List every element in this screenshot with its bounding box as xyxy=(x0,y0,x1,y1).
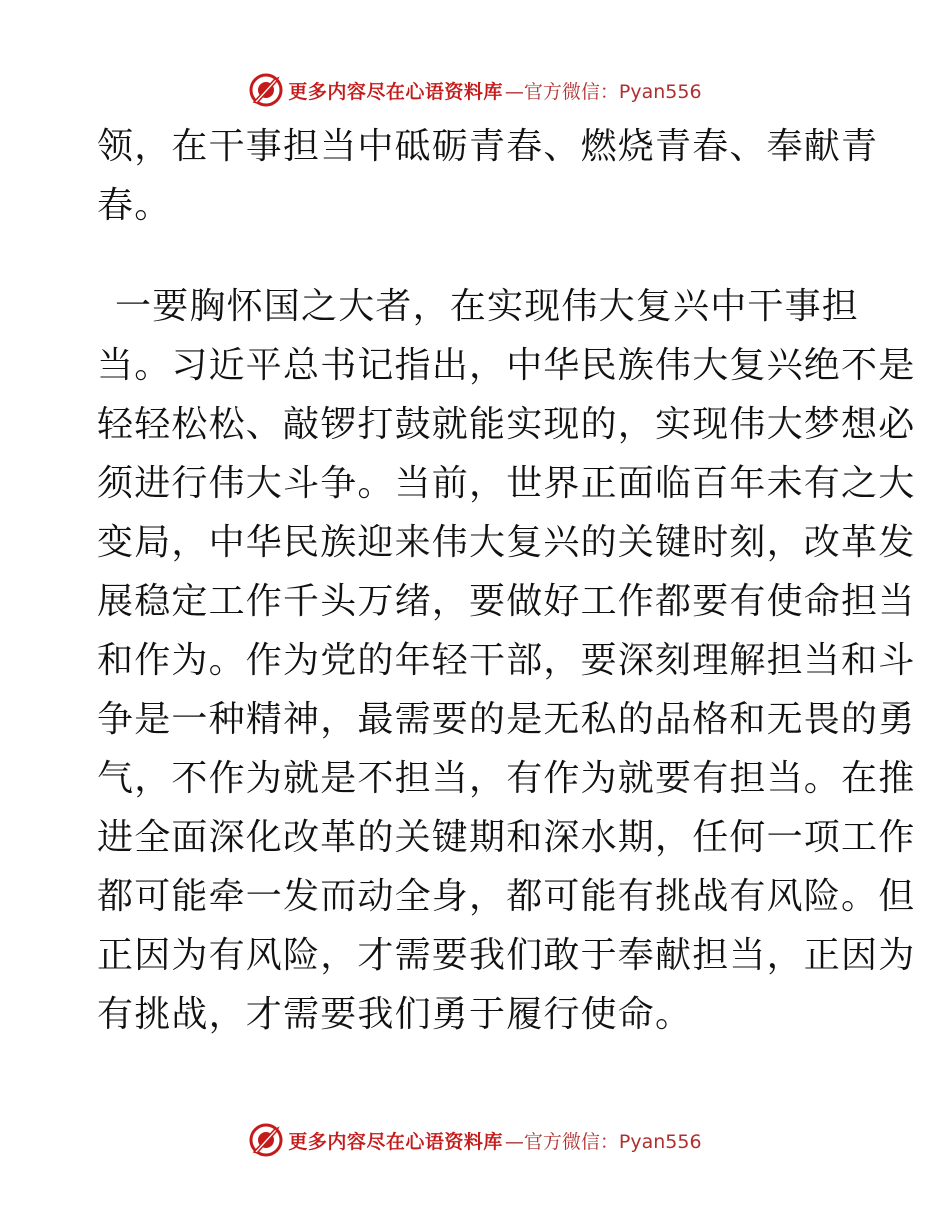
watermark-site-text: 更多内容尽在心语资料库 xyxy=(288,80,503,103)
text-line: 领，在干事担当中砥砺青春、燃烧青春、奉献青 xyxy=(97,126,879,167)
watermark-contact-text: —官方微信：Pyan556 xyxy=(504,1130,702,1153)
text-line: 展稳定工作千头万绪，要做好工作都要有使命担当 xyxy=(97,581,916,622)
text-line: 一要胸怀国之大者，在实现伟大复兴中干事担 xyxy=(115,286,860,327)
text-line: 有挑战，才需要我们勇于履行使命。 xyxy=(97,994,693,1035)
document-body xyxy=(97,117,916,1044)
text-line: 和作为。作为党的年轻干部，要深刻理解担当和斗 xyxy=(97,640,916,681)
text-line: 春。 xyxy=(97,185,172,226)
text-line: 须进行伟大斗争。当前，世界正面临百年未有之大 xyxy=(97,463,916,504)
footer-watermark xyxy=(0,1120,950,1160)
text-line: 变局，中华民族迎来伟大复兴的关键时刻，改革发 xyxy=(97,522,916,563)
paragraph-2 xyxy=(97,277,916,1044)
quill-logo-icon xyxy=(248,1122,284,1158)
text-line: 都可能牵一发而动全身，都可能有挑战有风险。但 xyxy=(97,876,916,917)
paragraph-1 xyxy=(97,117,879,235)
watermark-site-text: 更多内容尽在心语资料库 xyxy=(288,1130,503,1153)
quill-logo-icon xyxy=(248,72,284,108)
header-watermark xyxy=(0,70,950,110)
text-line: 争是一种精神，最需要的是无私的品格和无畏的勇 xyxy=(97,699,916,740)
text-line: 进全面深化改革的关键期和深水期，任何一项工作 xyxy=(97,817,916,858)
text-line: 正因为有风险，才需要我们敢于奉献担当，正因为 xyxy=(97,935,916,976)
text-line: 当。习近平总书记指出，中华民族伟大复兴绝不是 xyxy=(97,345,916,386)
text-line: 轻轻松松、敲锣打鼓就能实现的，实现伟大梦想必 xyxy=(97,404,916,445)
watermark-contact-text: —官方微信：Pyan556 xyxy=(504,80,702,103)
text-line: 气，不作为就是不担当，有作为就要有担当。在推 xyxy=(97,758,916,799)
